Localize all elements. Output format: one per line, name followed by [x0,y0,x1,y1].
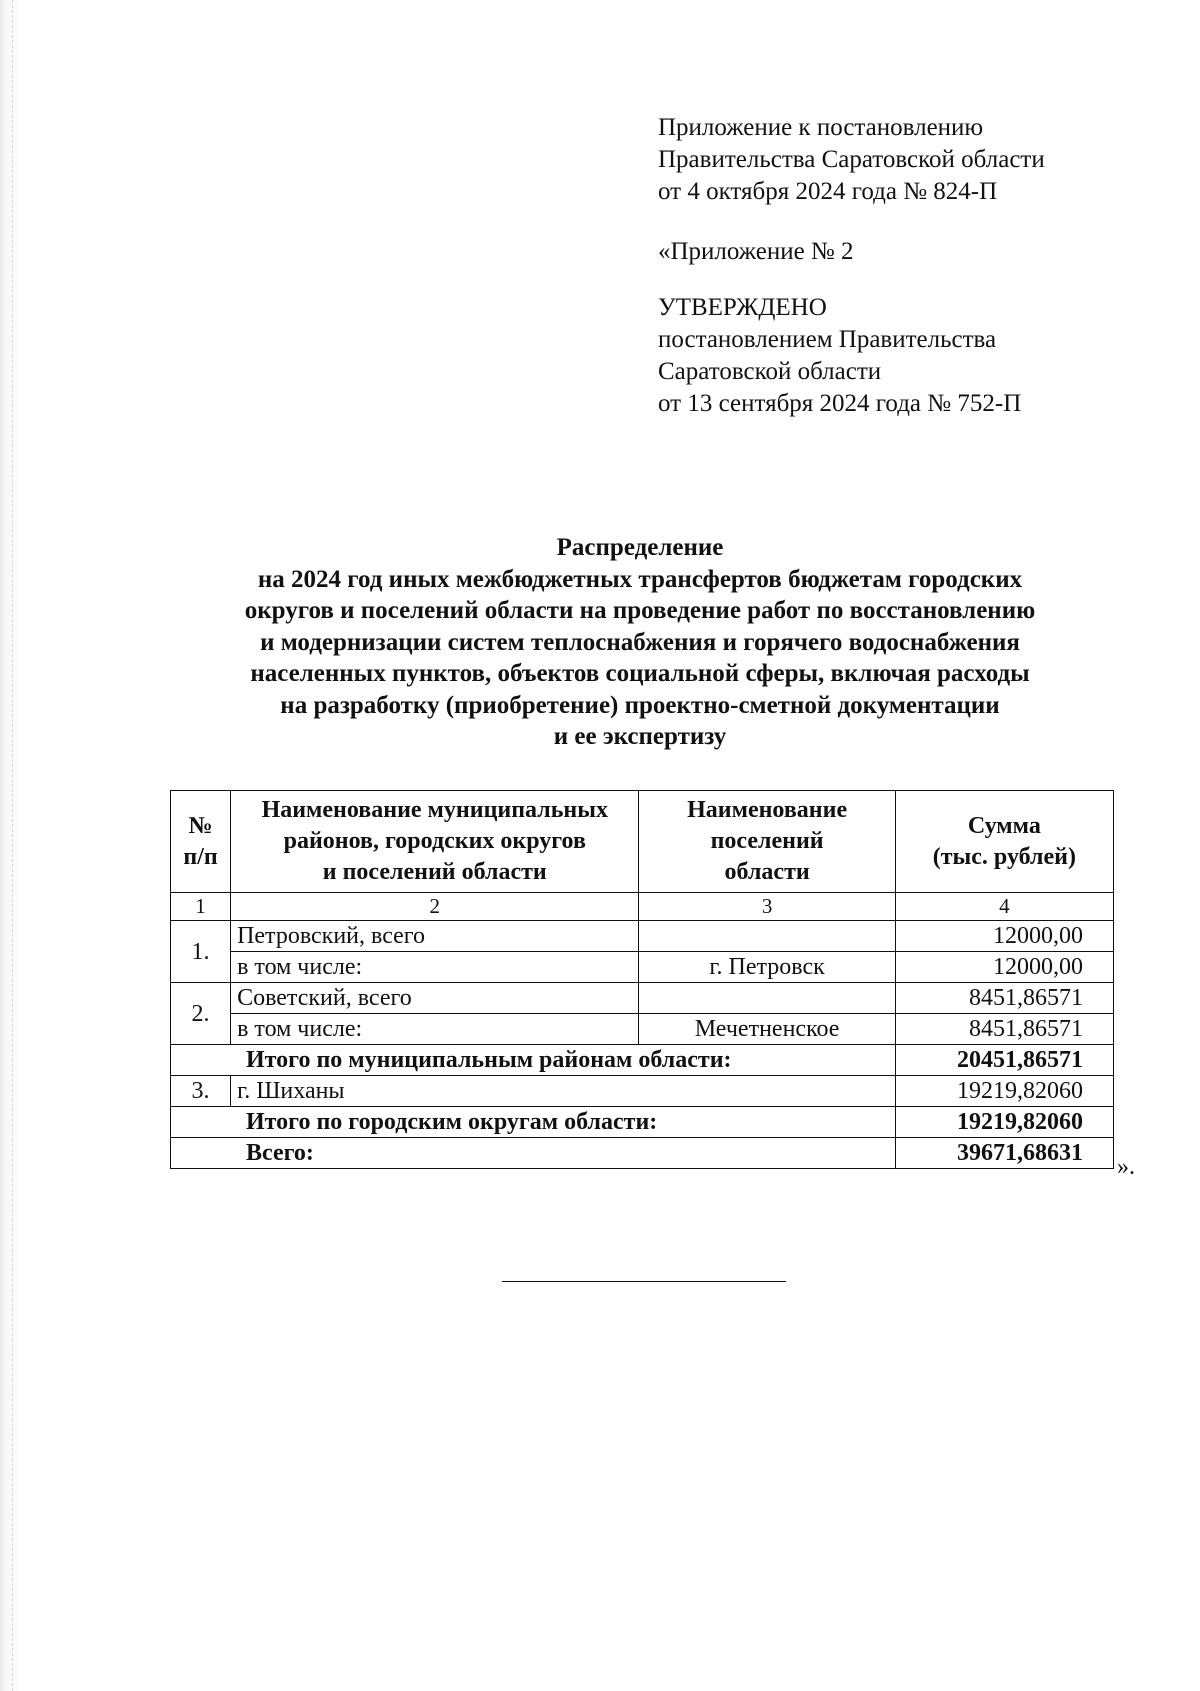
appendix-line-1: Приложение к постановлению [658,114,984,141]
header-municipality-line-3: и поселений области [322,859,547,885]
header-number-line-2: п/п [183,843,218,870]
total-districts-sum: 20451,86571 [895,1045,1113,1076]
header-municipality-line-2: районов, городских округов [283,828,586,854]
column-number-row [171,893,1114,921]
settlement-name: Мечетненское [639,1014,895,1045]
total-row [171,1107,1114,1138]
settlement-name: г. Петровск [639,952,895,983]
total-row [171,1045,1114,1076]
approved-line-2: Саратовской области [658,358,882,385]
total-urban-label: Итого по городским округам области: [171,1107,896,1138]
header-number [171,791,231,893]
settlement-name [639,983,895,1014]
row-number: 3. [171,1076,231,1107]
title-line-4: и модернизации систем теплоснабжения и горячего водоснабжения [260,628,1020,656]
header-sum-line-1: Сумма [967,812,1041,839]
sum-value: 19219,82060 [895,1076,1113,1107]
sum-value: 8451,86571 [895,983,1113,1014]
column-number: 3 [639,893,895,921]
approved-label: УТВЕРЖДЕНО [658,294,827,321]
sum-value: 12000,00 [895,921,1113,952]
scan-edge-marks [12,0,16,1691]
sum-value: 12000,00 [895,952,1113,983]
appendix-line-3: от 4 октября 2024 года № 824-П [658,178,998,205]
table-row [171,1014,1114,1045]
municipality-name: в том числе: [231,1014,639,1045]
column-number: 2 [231,893,639,921]
table-header-row [171,791,1114,893]
column-number: 4 [895,893,1113,921]
municipality-name: г. Шиханы [231,1076,896,1107]
table-row [171,1076,1114,1107]
title-line-2: на 2024 год иных межбюджетных трансфертов бюджетам городских [257,565,1023,593]
header-settlement-line-2: поселений [710,828,824,854]
header-number-line-1: № [188,812,213,839]
header-municipality-line-1: Наименование муниципальных [261,797,608,823]
title-line-7: и ее экспертизу [553,723,727,750]
distribution-table [170,790,1114,1169]
scan-edge [0,0,22,1691]
closing-quote: ». [1117,1154,1135,1180]
table-row [171,952,1114,983]
header-settlement-line-1: Наименование [687,797,848,823]
title-line-5: населенных пунктов, объектов социальной сферы, включая расходы [250,660,1030,687]
appendix-line-2: Правительства Саратовской области [658,146,1045,173]
sum-value: 8451,86571 [895,1014,1113,1045]
header-sum [895,791,1113,893]
table-row [171,983,1114,1014]
total-urban-sum: 19219,82060 [895,1107,1113,1138]
municipality-name: Петровский, всего [231,921,639,952]
approved-line-1: постановлением Правительства [658,326,997,353]
municipality-name: Советский, всего [231,983,639,1014]
total-districts-label: Итого по муниципальным районам области: [171,1045,896,1076]
title-line-6: на разработку (приобретение) проектно-сметной документации [280,691,1000,719]
appendix-2-label: «Приложение № 2 [658,238,854,265]
approved-line-3: от 13 сентября 2024 года № 752-П [658,390,1022,417]
settlement-name [639,921,895,952]
title-line-1: Распределение [556,534,724,561]
header-settlement-line-3: области [724,859,810,885]
column-number: 1 [171,893,231,921]
grand-total-row [171,1138,1114,1169]
header-municipality [231,791,639,893]
title-line-3: округов и поселений области на проведение работ по восстановлению [244,597,1036,624]
table-row [171,921,1114,952]
header-settlement [639,791,895,893]
grand-total-sum: 39671,68631 [895,1138,1113,1169]
header-sum-line-2: (тыс. рублей) [932,843,1076,870]
municipality-name: в том числе: [231,952,639,983]
row-number: 2. [171,983,231,1045]
document-title [160,532,1120,753]
end-divider [502,1281,786,1282]
appendix-header [658,112,1045,420]
row-number: 1. [171,921,231,983]
grand-total-label: Всего: [171,1138,896,1169]
